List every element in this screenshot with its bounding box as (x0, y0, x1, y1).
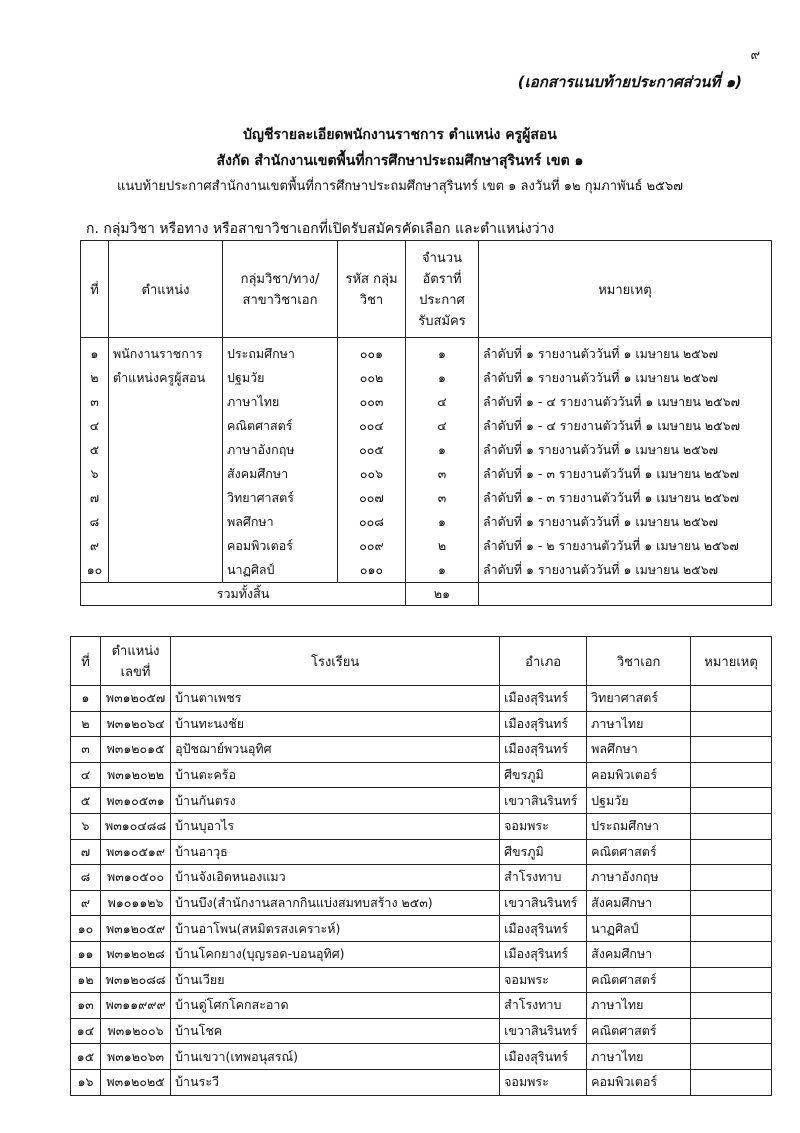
note-cell: ลำดับที่ ๑ รายงานตัววันที่ ๑ เมษายน ๒๕๖๗ (479, 438, 772, 462)
position-number-cell: พ๑๐๑๑๒๖ (101, 890, 171, 916)
count-cell: ๑ (406, 438, 479, 462)
school-cell: บ้านอาวุธ (171, 839, 500, 865)
table-row (81, 414, 772, 438)
note-cell: ลำดับที่ ๑ - ๔ รายงานตัววันที่ ๑ เมษายน ๒๕๖๗ (479, 390, 772, 414)
row-number: ๒ (71, 711, 101, 737)
subject-cell: คอมพิวเตอร์ (223, 534, 338, 558)
major-cell: ประถมศึกษา (587, 813, 691, 839)
total-row (81, 583, 772, 606)
page-number: ๙ (750, 48, 760, 63)
row-number: ๔ (71, 762, 101, 788)
school-cell: บ้านตาเพชร (171, 686, 500, 712)
position-number-cell: พ๓๑๒๐๐๖ (101, 1018, 171, 1044)
position-number-cell: พ๓๑๒๐๕๗ (101, 686, 171, 712)
position-number-cell: พ๓๑๒๐๒๕ (101, 1069, 171, 1095)
note-cell (691, 993, 772, 1019)
position-number-cell: พ๓๑๑๙๙๙ (101, 993, 171, 1019)
row-number: ๑๕ (71, 1044, 101, 1070)
note-cell: ลำดับที่ ๑ รายงานตัววันที่ ๑ เมษายน ๒๕๖๗ (479, 510, 772, 534)
note-cell (691, 839, 772, 865)
note-cell (691, 1044, 772, 1070)
count-cell: ๑ (406, 366, 479, 390)
major-cell: คอมพิวเตอร์ (587, 762, 691, 788)
row-number: ๖ (81, 462, 109, 486)
header-position: ตำแหน่ง (109, 241, 223, 338)
table-row (71, 865, 772, 891)
district-cell: สำโรงทาบ (500, 865, 587, 891)
row-number: ๑๐ (81, 558, 109, 583)
note-cell (691, 967, 772, 993)
note-cell (691, 813, 772, 839)
row-number: ๔ (81, 414, 109, 438)
table-row (71, 839, 772, 865)
school-vacancy-table (70, 636, 772, 1096)
total-label: รวมทั้งสิ้น (81, 583, 406, 606)
school-cell: บ้านบึง(สำนักงานสลากกินแบ่งสมทบสร้าง ๒๕๓) (171, 890, 500, 916)
position-number-cell: พ๓๑๐๕๓๑ (101, 788, 171, 814)
note-cell: ลำดับที่ ๑ - ๒ รายงานตัววันที่ ๑ เมษายน ๒๕๖๗ (479, 534, 772, 558)
header-position-number: ตำแหน่ง เลขที่ (101, 637, 171, 686)
major-cell: นาฏศิลป์ (587, 916, 691, 942)
table-row (71, 1044, 772, 1070)
district-cell: เมืองสุรินทร์ (500, 916, 587, 942)
header-school: โรงเรียน (171, 637, 500, 686)
position-cell (109, 462, 223, 486)
count-cell: ๓ (406, 462, 479, 486)
position-number-cell: พ๓๑๐๕๐๐ (101, 865, 171, 891)
note-cell (691, 1069, 772, 1095)
section-heading: ก. กลุ่มวิชา หรือทาง หรือสาขาวิชาเอกที่เปิดรับสมัครคัดเลือก และตำแหน่งว่าง (86, 221, 555, 237)
table-row (71, 737, 772, 763)
position-cell (109, 558, 223, 583)
table-row (71, 890, 772, 916)
major-cell: สังคมศึกษา (587, 941, 691, 967)
major-cell: วิทยาศาสตร์ (587, 686, 691, 712)
table-row (81, 338, 772, 367)
position-cell (109, 390, 223, 414)
code-cell: ๐๐๔ (338, 414, 406, 438)
position-number-cell: พ๓๑๒๐๒๒ (101, 762, 171, 788)
row-number: ๑ (81, 338, 109, 367)
row-number: ๘ (71, 865, 101, 891)
district-cell: เขวาสินรินทร์ (500, 788, 587, 814)
row-number: ๗ (71, 839, 101, 865)
header-note: หมายเหตุ (691, 637, 772, 686)
major-cell: ภาษาอังกฤษ (587, 865, 691, 891)
header-code: รหัส กลุ่มวิชา (338, 241, 406, 338)
table-row (71, 686, 772, 712)
table-row (81, 366, 772, 390)
count-cell: ๒ (406, 534, 479, 558)
note-cell: ลำดับที่ ๑ - ๓ รายงานตัววันที่ ๑ เมษายน ๒๕๖๗ (479, 486, 772, 510)
table-row (71, 941, 772, 967)
note-cell: ลำดับที่ ๑ - ๔ รายงานตัววันที่ ๑ เมษายน ๒๕๖๗ (479, 414, 772, 438)
row-number: ๑๐ (71, 916, 101, 942)
row-number: ๖ (71, 813, 101, 839)
vacancy-summary-table (80, 240, 772, 606)
note-cell (691, 737, 772, 763)
count-cell: ๔ (406, 390, 479, 414)
subject-cell: สังคมศึกษา (223, 462, 338, 486)
code-cell: ๐๐๒ (338, 366, 406, 390)
row-number: ๑๒ (71, 967, 101, 993)
school-cell: บ้านกันตรง (171, 788, 500, 814)
code-cell: ๐๐๑ (338, 338, 406, 367)
table-row (71, 813, 772, 839)
major-cell: ปฐมวัย (587, 788, 691, 814)
school-cell: บ้านทะนงชัย (171, 711, 500, 737)
table-row (71, 916, 772, 942)
table-row (71, 788, 772, 814)
code-cell: ๐๐๙ (338, 534, 406, 558)
header-subject: กลุ่มวิชา/ทาง/ สาขาวิชาเอก (223, 241, 338, 338)
row-number: ๑๑ (71, 941, 101, 967)
major-cell: คอมพิวเตอร์ (587, 1069, 691, 1095)
position-cell: พนักงานราชการ (109, 338, 223, 367)
district-cell: เมืองสุรินทร์ (500, 711, 587, 737)
school-cell: บ้านระวี (171, 1069, 500, 1095)
subject-cell: ปฐมวัย (223, 366, 338, 390)
table-row (71, 711, 772, 737)
major-cell: ภาษาไทย (587, 1044, 691, 1070)
note-cell (691, 1018, 772, 1044)
table-row (81, 486, 772, 510)
attachment-label: (เอกสารแนบท้ายประกาศส่วนที่ ๑) (517, 73, 742, 91)
note-cell (691, 941, 772, 967)
table-row (81, 462, 772, 486)
code-cell: ๐๐๕ (338, 438, 406, 462)
school-cell: บ้านเขวา(เทพอนุสรณ์) (171, 1044, 500, 1070)
total-value: ๒๑ (406, 583, 479, 606)
district-cell: เขวาสินรินทร์ (500, 890, 587, 916)
note-cell (691, 788, 772, 814)
code-cell: ๐๐๖ (338, 462, 406, 486)
school-cell: บ้านอาโพน(สหมิตรสงเคราะห์) (171, 916, 500, 942)
district-cell: จอมพระ (500, 813, 587, 839)
table-row (71, 762, 772, 788)
row-number: ๘ (81, 510, 109, 534)
header-note: หมายเหตุ (479, 241, 772, 338)
position-number-cell: พ๓๑๒๐๖๔ (101, 711, 171, 737)
note-cell: ลำดับที่ ๑ รายงานตัววันที่ ๑ เมษายน ๒๕๖๗ (479, 558, 772, 583)
total-note (479, 583, 772, 606)
major-cell: คณิตศาสตร์ (587, 1018, 691, 1044)
header-no: ที่ (71, 637, 101, 686)
major-cell: คณิตศาสตร์ (587, 839, 691, 865)
table-row (71, 993, 772, 1019)
row-number: ๗ (81, 486, 109, 510)
position-number-cell: พ๓๑๒๐๘๘ (101, 967, 171, 993)
major-cell: ภาษาไทย (587, 993, 691, 1019)
row-number: ๑ (71, 686, 101, 712)
document-subtitle: สังกัด สำนักงานเขตพื้นที่การศึกษาประถมศึกษาสุรินทร์ เขต ๑ (216, 153, 584, 169)
row-number: ๑๔ (71, 1018, 101, 1044)
subject-cell: ประถมศึกษา (223, 338, 338, 367)
row-number: ๓ (71, 737, 101, 763)
note-cell (691, 890, 772, 916)
table-row (71, 1018, 772, 1044)
school-cell: อุปัชฌาย์พวนอุทิศ (171, 737, 500, 763)
major-cell: คณิตศาสตร์ (587, 967, 691, 993)
row-number: ๓ (81, 390, 109, 414)
note-cell: ลำดับที่ ๑ รายงานตัววันที่ ๑ เมษายน ๒๕๖๗ (479, 366, 772, 390)
table-row (81, 510, 772, 534)
position-cell (109, 438, 223, 462)
note-cell (691, 711, 772, 737)
subject-cell: ภาษาอังกฤษ (223, 438, 338, 462)
position-number-cell: พ๓๑๒๐๑๕ (101, 737, 171, 763)
count-cell: ๑ (406, 558, 479, 583)
position-number-cell: พ๓๑๐๔๘๘ (101, 813, 171, 839)
position-number-cell: พ๓๑๒๐๒๘ (101, 941, 171, 967)
district-cell: เมืองสุรินทร์ (500, 737, 587, 763)
school-cell: บ้านโคกยาง(บุญรอด-บอนอุทิศ) (171, 941, 500, 967)
count-cell: ๑ (406, 510, 479, 534)
row-number: ๕ (81, 438, 109, 462)
table-row (71, 967, 772, 993)
row-number: ๒ (81, 366, 109, 390)
row-number: ๑๓ (71, 993, 101, 1019)
district-cell: เมืองสุรินทร์ (500, 686, 587, 712)
note-cell (691, 686, 772, 712)
major-cell: พลศึกษา (587, 737, 691, 763)
note-cell (691, 865, 772, 891)
district-cell: สำโรงทาบ (500, 993, 587, 1019)
district-cell: จอมพระ (500, 967, 587, 993)
header-no: ที่ (81, 241, 109, 338)
note-cell: ลำดับที่ ๑ - ๓ รายงานตัววันที่ ๑ เมษายน ๒๕๖๗ (479, 462, 772, 486)
count-cell: ๔ (406, 414, 479, 438)
school-cell: บ้านเวียย (171, 967, 500, 993)
table-row (81, 558, 772, 583)
row-number: ๑๖ (71, 1069, 101, 1095)
code-cell: ๐๑๐ (338, 558, 406, 583)
table-row (81, 438, 772, 462)
subject-cell: นาฏศิลป์ (223, 558, 338, 583)
row-number: ๕ (71, 788, 101, 814)
count-cell: ๑ (406, 338, 479, 367)
school-cell: บ้านจังเอิดหนองแมว (171, 865, 500, 891)
code-cell: ๐๐๗ (338, 486, 406, 510)
position-cell (109, 510, 223, 534)
position-cell (109, 534, 223, 558)
header-major: วิชาเอก (587, 637, 691, 686)
school-cell: บ้านดู่โศกโคกสะอาด (171, 993, 500, 1019)
note-cell (691, 916, 772, 942)
position-cell (109, 486, 223, 510)
table-row (71, 1069, 772, 1095)
subject-cell: คณิตศาสตร์ (223, 414, 338, 438)
district-cell: ศีขรภูมิ (500, 762, 587, 788)
row-number: ๙ (71, 890, 101, 916)
position-number-cell: พ๓๑๐๕๑๙ (101, 839, 171, 865)
code-cell: ๐๐๘ (338, 510, 406, 534)
major-cell: สังคมศึกษา (587, 890, 691, 916)
table-row (81, 390, 772, 414)
note-cell: ลำดับที่ ๑ รายงานตัววันที่ ๑ เมษายน ๒๕๖๗ (479, 338, 772, 367)
note-cell (691, 762, 772, 788)
header-district: อำเภอ (500, 637, 587, 686)
document-reference: แนบท้ายประกาศสำนักงานเขตพื้นที่การศึกษาประถมศึกษาสุรินทร์ เขต ๑ ลงวันที่ ๑๒ กุมภาพันธ์ ๒๕๖๗ (117, 179, 683, 194)
district-cell: เมืองสุรินทร์ (500, 941, 587, 967)
subject-cell: ภาษาไทย (223, 390, 338, 414)
position-cell: ตำแหน่งครูผู้สอน (109, 366, 223, 390)
count-cell: ๓ (406, 486, 479, 510)
code-cell: ๐๐๓ (338, 390, 406, 414)
district-cell: จอมพระ (500, 1069, 587, 1095)
subject-cell: วิทยาศาสตร์ (223, 486, 338, 510)
header-count: จำนวน อัตราที่ ประกาศ รับสมัคร (406, 241, 479, 338)
position-number-cell: พ๓๑๒๐๖๓ (101, 1044, 171, 1070)
position-number-cell: พ๓๑๒๐๕๙ (101, 916, 171, 942)
position-cell (109, 414, 223, 438)
document-title: บัญชีรายละเอียดพนักงานราชการ ตำแหน่ง ครูผู้สอน (243, 127, 557, 143)
table-row (81, 534, 772, 558)
subject-cell: พลศึกษา (223, 510, 338, 534)
district-cell: ศีขรภูมิ (500, 839, 587, 865)
school-cell: บ้านโชค (171, 1018, 500, 1044)
district-cell: เขวาสินรินทร์ (500, 1018, 587, 1044)
school-cell: บ้านบุอาไร (171, 813, 500, 839)
major-cell: ภาษาไทย (587, 711, 691, 737)
school-cell: บ้านตะคร้อ (171, 762, 500, 788)
district-cell: เมืองสุรินทร์ (500, 1044, 587, 1070)
row-number: ๙ (81, 534, 109, 558)
